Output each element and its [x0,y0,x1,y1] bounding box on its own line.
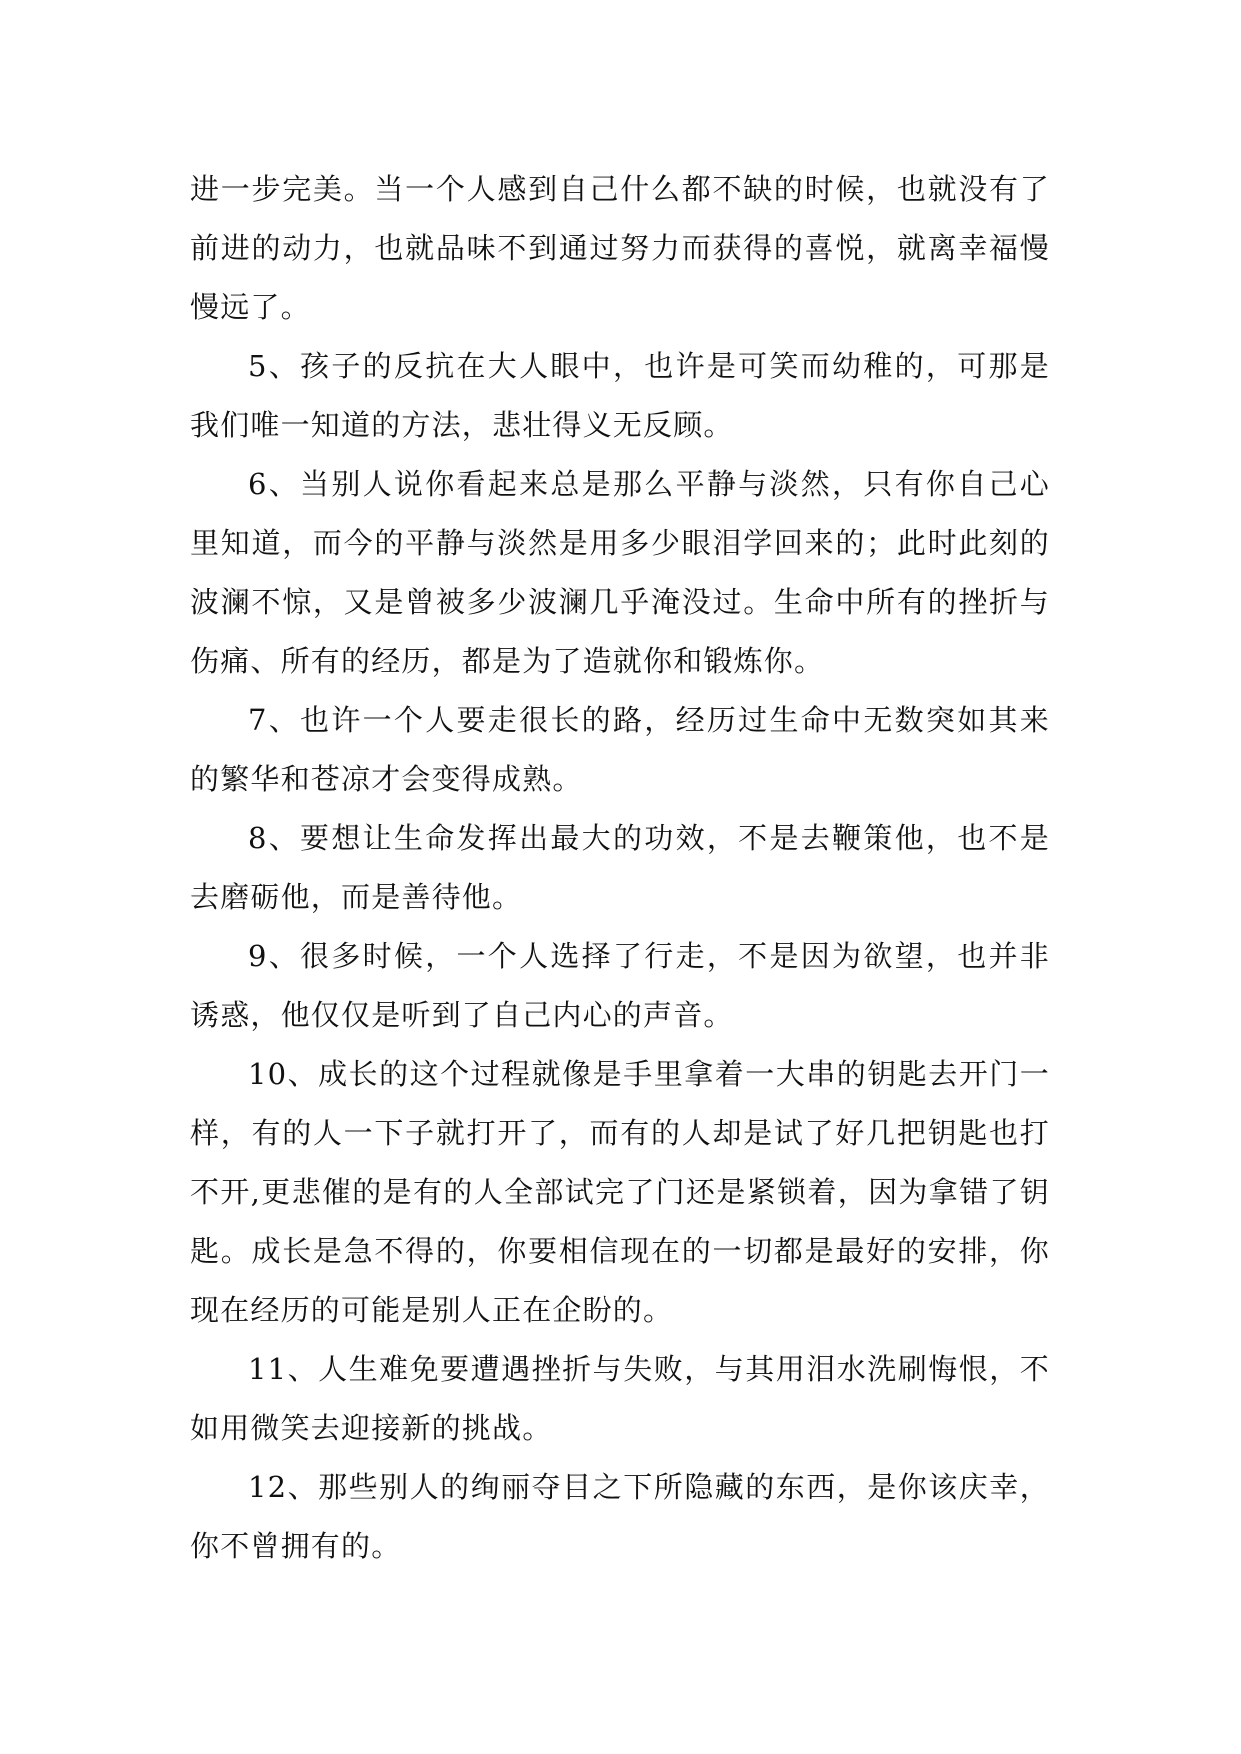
document-body [190,160,1050,1576]
paragraph-item-8: 8、要想让生命发挥出最大的功效，不是去鞭策他，也不是去磨砺他，而是善待他。 [190,821,1050,914]
paragraph-item-9: 9、很多时候，一个人选择了行走，不是因为欲望，也并非诱惑，他仅仅是听到了自己内心的声音。 [190,939,1050,1032]
paragraph-item-7: 7、也许一个人要走很长的路，经历过生命中无数突如其来的繁华和苍凉才会变得成熟。 [190,703,1050,796]
paragraph-item-5: 5、孩子的反抗在大人眼中，也许是可笑而幼稚的，可那是我们唯一知道的方法，悲壮得义无反顾。 [190,349,1050,442]
paragraph-continuation: 进一步完美。当一个人感到自己什么都不缺的时候，也就没有了前进的动力，也就品味不到通过努力而获得的喜悦，就离幸福慢慢远了。 [190,172,1050,324]
paragraph-item-10: 10、成长的这个过程就像是手里拿着一大串的钥匙去开门一样，有的人一下子就打开了，而有的人却是试了好几把钥匙也打不开,更悲催的是有的人全部试完了门还是紧锁着，因为拿错了钥匙。成长是急不得的，你要相信现在的一切都是最好的安排，你现在经历的可能是别人正在企盼的。 [190,1057,1050,1327]
paragraph-item-6: 6、当别人说你看起来总是那么平静与淡然，只有你自己心里知道，而今的平静与淡然是用多少眼泪学回来的；此时此刻的波澜不惊，又是曾被多少波澜几乎淹没过。生命中所有的挫折与伤痛、所有的经历，都是为了造就你和锻炼你。 [190,467,1050,678]
paragraph-item-11: 11、人生难免要遭遇挫折与失败，与其用泪水洗刷悔恨，不如用微笑去迎接新的挑战。 [190,1352,1050,1445]
paragraph-item-12: 12、那些别人的绚丽夺目之下所隐藏的东西，是你该庆幸，你不曾拥有的。 [190,1470,1050,1563]
